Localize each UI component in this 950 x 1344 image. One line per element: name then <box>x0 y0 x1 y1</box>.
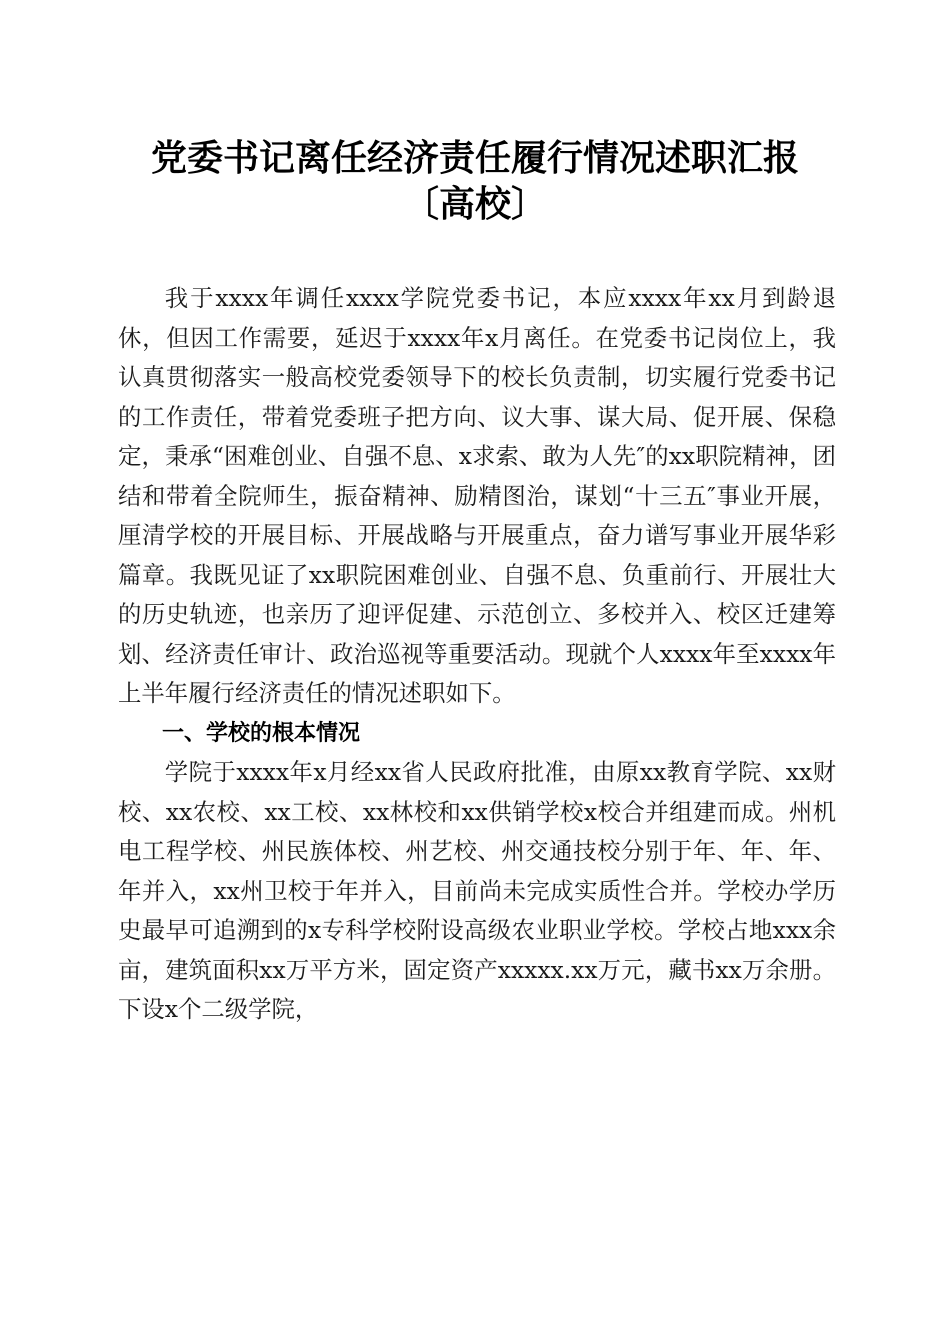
paragraph-intro: 我于xxxx年调任xxxx学院党委书记，本应xxxx年xx月到龄退休，但因工作需要，延迟于xxxx年x月离任。在党委书记岗位上，我认真贯彻落实一般高校党委领导下的校长负责制，切实履行党委书记的工作责任，带着党委班子把方向、议大事、谋大局、促开展、保稳定，秉承“困难创业、自强不息、x求索、敢为人先″的xx职院精神，团结和带着全院师生，振奋精神、励精图治，谋划“十三五″事业开展，厘清学校的开展目标、开展战略与开展重点，奋力谱写事业开展华彩篇章。我既见证了xx职院困难创业、自强不息、负重前行、开展壮大的历史轨迹，也亲历了迎评促建、示范创立、多校并入、校区迁建筹划、经济责任审计、政治巡视等重要活动。现就个人xxxx年至xxxx年上半年履行经济责任的情况述职如下。 <box>118 284 836 707</box>
paragraph-school-overview: 学院于xxxx年x月经xx省人民政府批准，由原xx教育学院、xx财校、xx农校、xx工校、xx林校和xx供销学校x校合并组建而成。州机电工程学校、州民族体校、州艺校、州交通技校分别于年、年、年、年并入，xx州卫校于年并入，目前尚未完成实质性合并。学校办学历史最早可追溯到的x专科学校附设高级农业职业学校。学校占地xxx余亩，建筑面积xx万平方米，固定资产xxxxx.xx万元，藏书xx万余册。下设x个二级学院， <box>118 758 836 1023</box>
section-heading-basic-info: 一、学校的根本情况 <box>162 720 361 746</box>
document-body <box>118 279 836 1030</box>
document-title: 党委书记离任经济责任履行情况述职汇报〔高校〕 <box>150 137 799 225</box>
